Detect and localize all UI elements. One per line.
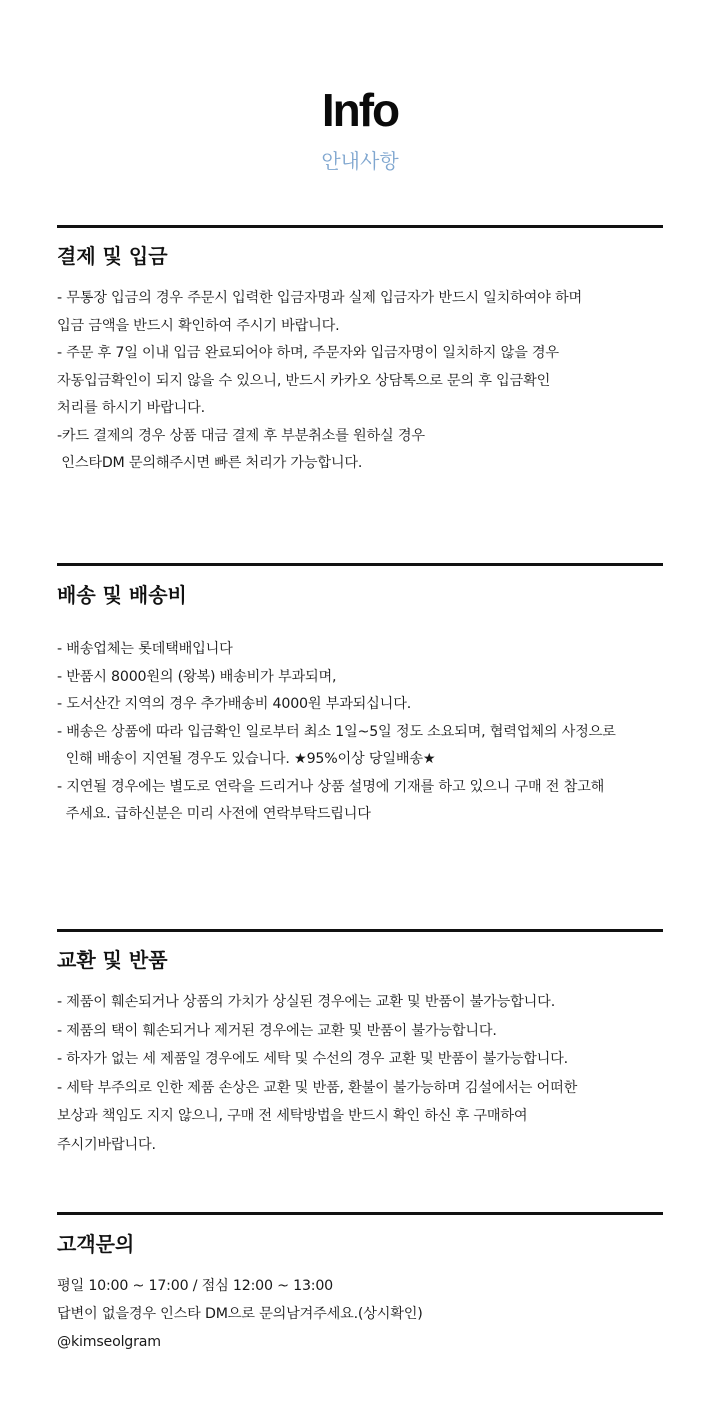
body-line: 인해 배송이 지연될 경우도 있습니다. ★95%이상 당일배송★ — [57, 751, 436, 767]
body-line: - 제품이 훼손되거나 상품의 가치가 상실된 경우에는 교환 및 반품이 불가능합니다. — [57, 994, 555, 1010]
section-divider — [57, 563, 663, 566]
body-line: - 도서산간 지역의 경우 추가배송비 4000원 부과되십니다. — [57, 696, 412, 712]
section-divider — [57, 225, 663, 228]
body-line: 입금 금액을 반드시 확인하여 주시기 바랍니다. — [57, 317, 340, 334]
body-line: - 지연될 경우에는 별도로 연락을 드리거나 상품 설명에 기재를 하고 있으니 구매 전 참고해 — [57, 778, 605, 795]
page-subtitle: 안내사항 — [321, 149, 399, 173]
body-line: -카드 결제의 경우 상품 대금 결제 후 부분취소를 원하실 경우 — [57, 427, 425, 444]
body-line: - 하자가 없는 세 제품일 경우에도 세탁 및 수선의 경우 교환 및 반품이 불가능합니다. — [57, 1051, 568, 1067]
body-line: - 배송업체는 롯데택배입니다 — [57, 641, 233, 657]
section-body — [57, 285, 663, 478]
body-line: 자동입금확인이 되지 않을 수 있으니, 반드시 카카오 상담톡으로 문의 후 입금확인 — [57, 372, 551, 389]
section-title: 결제 및 입금 — [57, 244, 168, 268]
section-body — [57, 1272, 663, 1356]
section-body — [57, 636, 663, 829]
body-line: 주세요. 급하신분은 미리 사전에 연락부탁드립니다 — [57, 806, 371, 822]
page-title: Info — [321, 84, 399, 136]
body-line: - 무통장 입금의 경우 주문시 입력한 입금자명과 실제 입금자가 반드시 일치하여야 하며 — [57, 290, 583, 306]
body-line: 처리를 하시기 바랍니다. — [57, 400, 205, 416]
business-hours: 평일 10:00 ~ 17:00 / 점심 12:00 ~ 13:00 — [57, 1278, 333, 1294]
section-divider — [57, 1212, 663, 1215]
inquiry-note: 답변이 없을경우 인스타 DM으로 문의남겨주세요.(상시확인) — [57, 1306, 423, 1322]
section-title: 배송 및 배송비 — [57, 583, 187, 607]
body-line: - 주문 후 7일 이내 입금 완료되어야 하며, 주문자와 입금자명이 일치하지 않을 경우 — [57, 345, 559, 361]
instagram-handle[interactable]: @kimseolgram — [57, 1334, 161, 1350]
body-line: 인스타DM 문의해주시면 빠른 처리가 가능합니다. — [57, 455, 363, 471]
body-line: - 반품시 8000원의 (왕복) 배송비가 부과되며, — [57, 668, 337, 685]
section-body — [57, 988, 663, 1159]
body-line: - 배송은 상품에 따라 입금확인 일로부터 최소 1일~5일 정도 소요되며, 협력업체의 사정으로 — [57, 723, 616, 740]
section-title: 교환 및 반품 — [57, 948, 168, 972]
body-line: - 세탁 부주의로 인한 제품 손상은 교환 및 반품, 환불이 불가능하며 김설에서는 어떠한 — [57, 1079, 578, 1096]
section-title: 고객문의 — [57, 1232, 135, 1256]
section-divider — [57, 929, 663, 932]
body-line: 보상과 책임도 지지 않으니, 구매 전 세탁방법을 반드시 확인 하신 후 구매하여 — [57, 1108, 528, 1124]
body-line: 주시기바랍니다. — [57, 1136, 156, 1153]
body-line: - 제품의 택이 훼손되거나 제거된 경우에는 교환 및 반품이 불가능합니다. — [57, 1022, 497, 1039]
